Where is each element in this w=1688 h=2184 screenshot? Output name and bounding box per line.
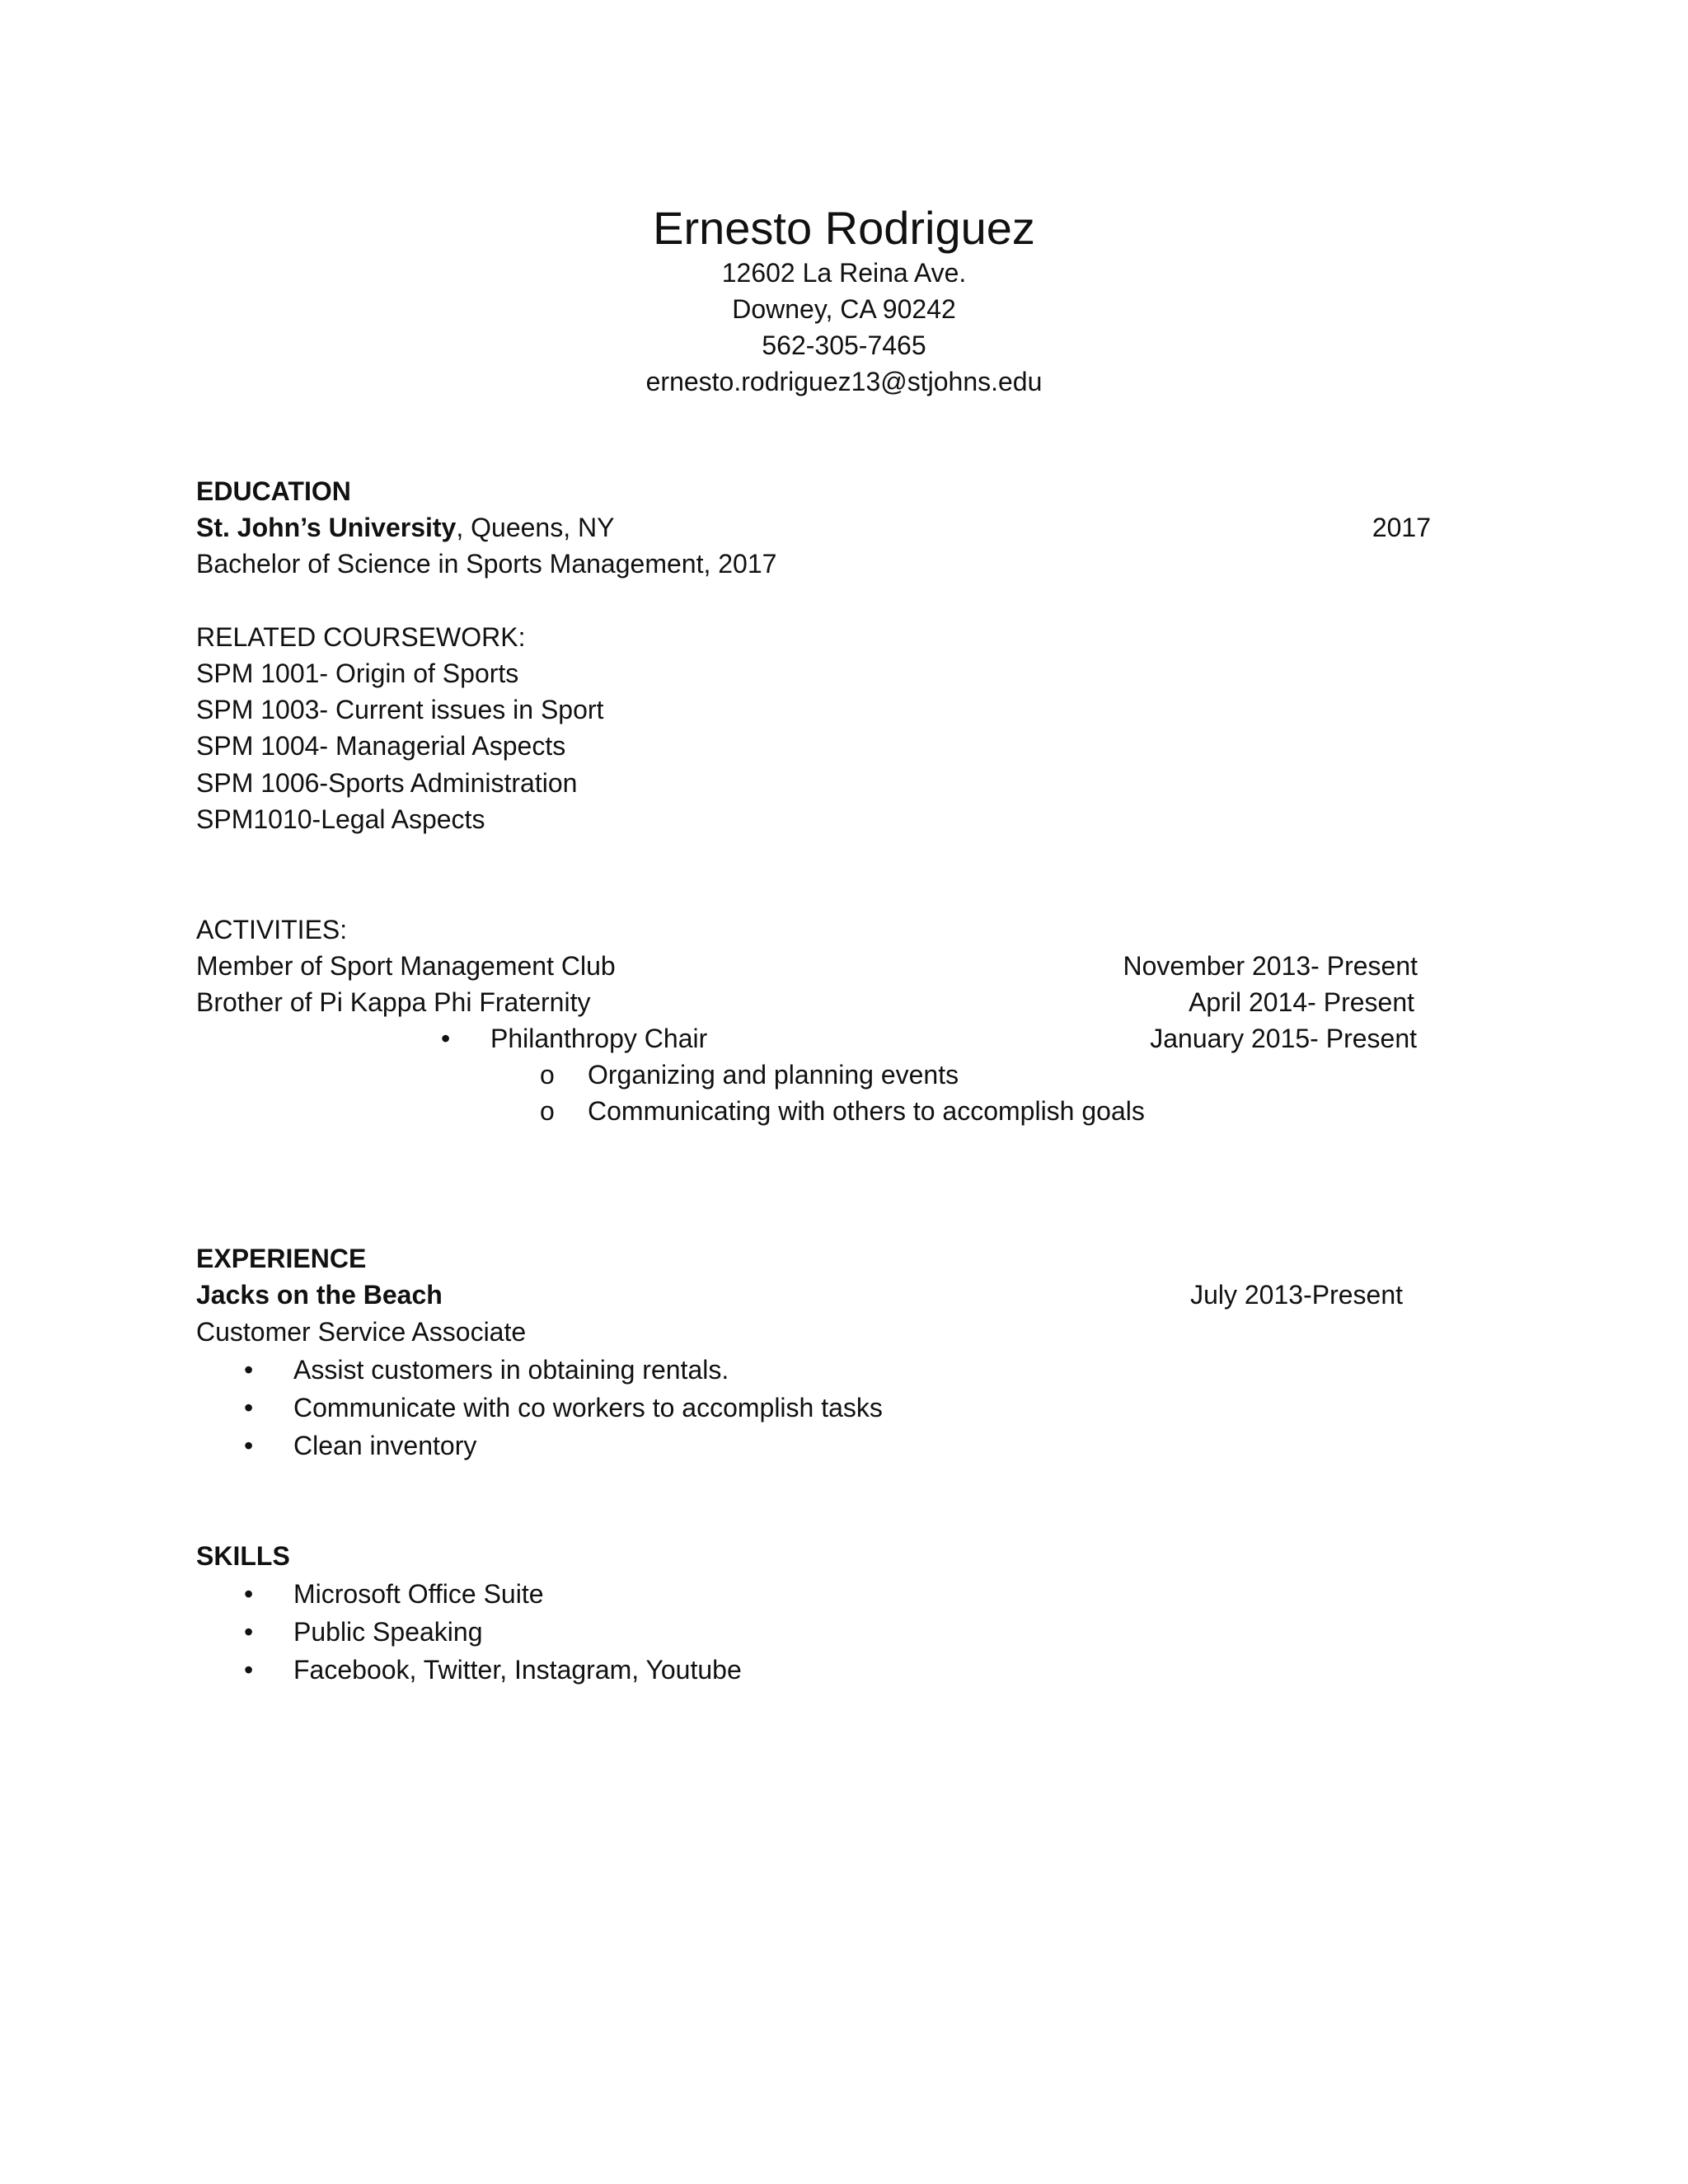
duty-item: Assist customers in obtaining rentals.: [293, 1355, 729, 1385]
skill-item: Public Speaking: [293, 1617, 483, 1647]
role-detail: Communicating with others to accomplish goals: [588, 1096, 1145, 1126]
activity-role-date: January 2015- Present: [1150, 1024, 1417, 1053]
bullet-icon: •: [244, 1655, 254, 1685]
activity-date: November 2013- Present: [1123, 951, 1418, 981]
bullet-icon: •: [244, 1579, 254, 1609]
course-item: SPM 1003- Current issues in Sport: [196, 695, 604, 724]
role-detail: Organizing and planning events: [588, 1060, 959, 1090]
bullet-icon: •: [441, 1024, 451, 1053]
activities-heading: ACTIVITIES:: [196, 915, 348, 944]
address-line-2: Downey, CA 90242: [732, 294, 956, 324]
activity-label: Brother of Pi Kappa Phi Fraternity: [196, 987, 591, 1017]
resume-name: Ernesto Rodriguez: [653, 202, 1035, 254]
school-name: St. John’s University: [196, 513, 457, 542]
skill-item: Microsoft Office Suite: [293, 1579, 544, 1609]
skill-item: Facebook, Twitter, Instagram, Youtube: [293, 1655, 742, 1685]
address-line-1: 12602 La Reina Ave.: [721, 258, 967, 288]
school-location: , Queens, NY: [456, 513, 615, 542]
skills-heading: SKILLS: [196, 1541, 290, 1571]
school-line: [196, 509, 614, 546]
duty-item: Communicate with co workers to accomplish tasks: [293, 1393, 883, 1422]
experience-heading: EXPERIENCE: [196, 1244, 367, 1273]
course-item: SPM1010-Legal Aspects: [196, 804, 485, 834]
bullet-icon: •: [244, 1431, 254, 1460]
bullet-icon: •: [244, 1393, 254, 1422]
circle-bullet-icon: o: [540, 1096, 555, 1126]
bullet-icon: •: [244, 1355, 254, 1385]
activity-label: Member of Sport Management Club: [196, 951, 616, 981]
course-item: SPM 1001- Origin of Sports: [196, 658, 519, 688]
employer-name: Jacks on the Beach: [196, 1280, 443, 1310]
activity-role: Philanthropy Chair: [490, 1024, 708, 1053]
activity-date: April 2014- Present: [1189, 987, 1414, 1017]
course-item: SPM 1006-Sports Administration: [196, 768, 578, 798]
employment-date: July 2013-Present: [1190, 1280, 1403, 1310]
email-address: ernesto.rodriguez13@stjohns.edu: [645, 367, 1043, 396]
course-item: SPM 1004- Managerial Aspects: [196, 731, 566, 761]
duty-item: Clean inventory: [293, 1431, 477, 1460]
graduation-year: 2017: [1372, 513, 1431, 542]
bullet-icon: •: [244, 1617, 254, 1647]
circle-bullet-icon: o: [540, 1060, 555, 1090]
job-title: Customer Service Associate: [196, 1317, 527, 1347]
coursework-heading: RELATED COURSEWORK:: [196, 622, 526, 652]
education-heading: EDUCATION: [196, 476, 351, 506]
degree: Bachelor of Science in Sports Management, 2017: [196, 549, 777, 579]
phone-number: 562-305-7465: [762, 330, 926, 360]
